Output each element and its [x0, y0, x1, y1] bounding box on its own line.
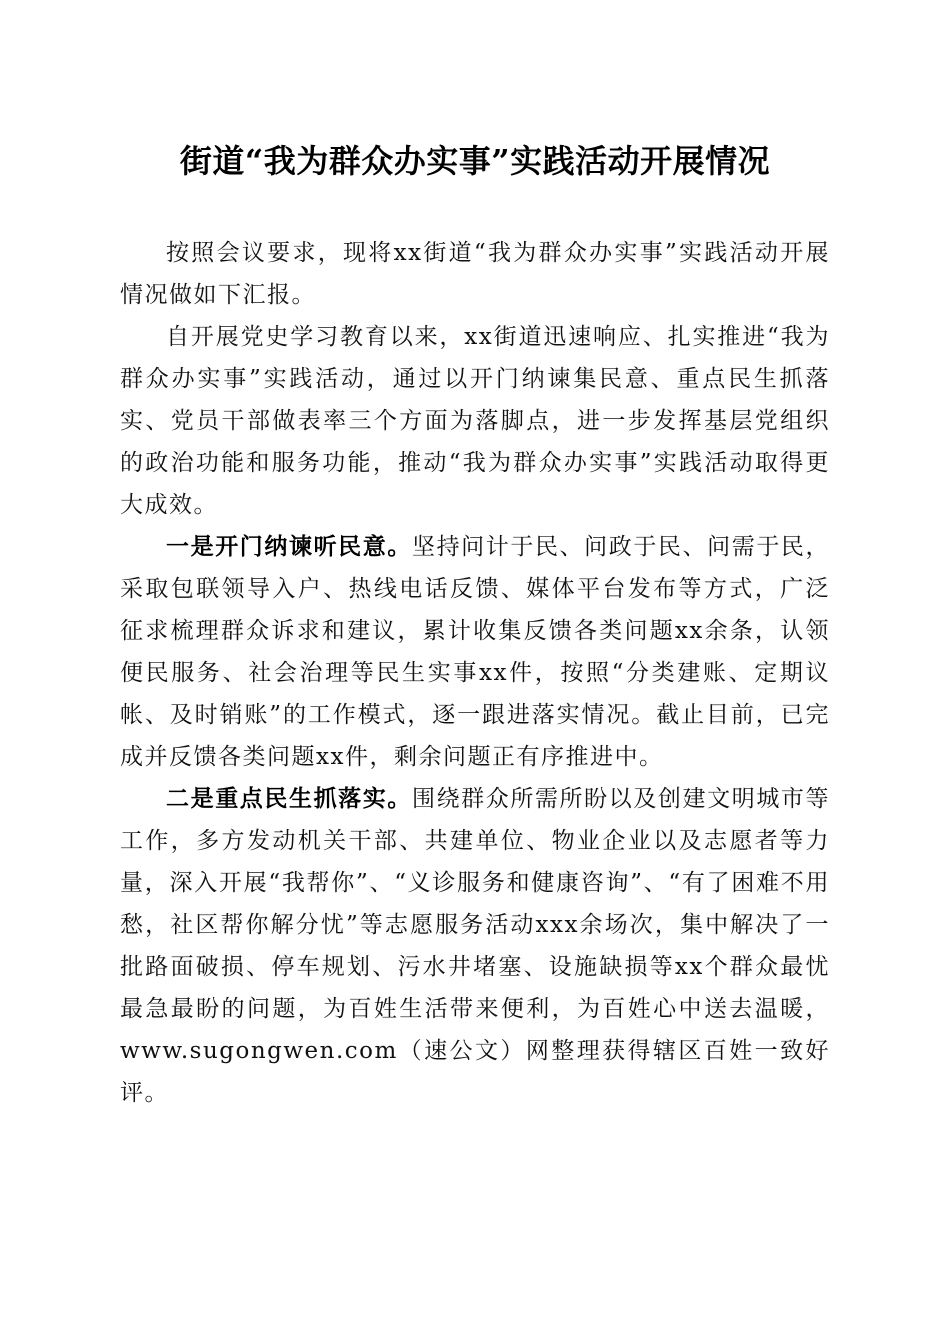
- paragraph-opinion-collection-text: 坚持问计于民、问政于民、问需于民，采取包联领导入户、热线电话反馈、媒体平台发布等方式，广泛征求梳理群众诉求和建议，累计收集反馈各类问题xx余条，认领便民服务、社会治理等民生实事xx件，按照“分类建账、定期议帐、及时销账”的工作模式，逐一跟进落实情况。截止目前，已完成并反馈各类问题xx件，剩余问题正有序推进中。: [120, 534, 831, 770]
- paragraph-intro-text: 按照会议要求，现将xx街道“我为群众办实事”实践活动开展情况做如下汇报。: [120, 240, 830, 308]
- paragraph-livelihood-implementation-text: 围绕群众所需所盼以及创建文明城市等工作，多方发动机关干部、共建单位、物业企业以及志愿者等力量，深入开展“我帮你”、“义诊服务和健康咨询”、“有了困难不用愁，社区帮你解分忧”等志愿服务活动xxx余场次，集中解决了一批路面破损、停车规划、污水井堵塞、设施缺损等xx个群众最忧最急最盼的问题，为百姓生活带来便利，为百姓心中送去温暖，www.sugongwen.com（速公文）网整理获得辖区百姓一致好评。: [120, 786, 831, 1106]
- paragraph-lead-heading: 一是开门纳谏听民意。: [166, 533, 412, 560]
- document-title: 街道“我为群众办实事”实践活动开展情况: [179, 142, 771, 180]
- paragraph-overview-text: 自开展党史学习教育以来，xx街道迅速响应、扎实推进“我为群众办实事”实践活动，通过以开门纳谏集民意、重点民生抓落实、党员干部做表率三个方面为落脚点，进一步发挥基层党组织的政治功能和服务功能，推动“我为群众办实事”实践活动取得更大成效。: [120, 324, 830, 518]
- paragraph-overview: [120, 316, 830, 526]
- paragraph-opinion-collection: [120, 526, 830, 778]
- paragraph-intro: [120, 232, 830, 316]
- paragraph-livelihood-implementation: [120, 778, 830, 1114]
- document-body: [120, 232, 830, 1114]
- paragraph-lead-heading: 二是重点民生抓落实。: [166, 785, 412, 812]
